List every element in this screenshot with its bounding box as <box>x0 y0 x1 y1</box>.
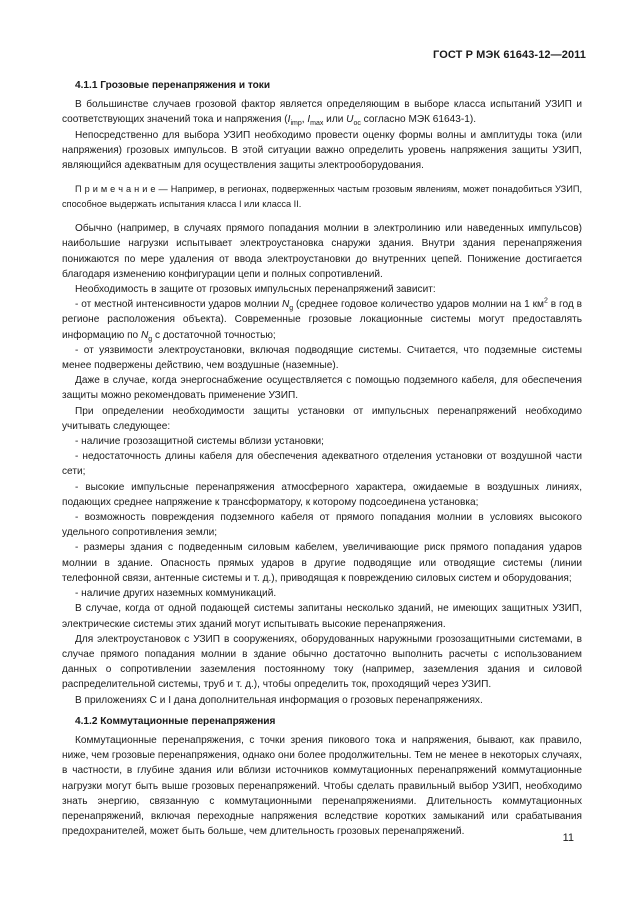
paragraph: Для электроустановок с УЗИП в сооружениях, оборудованных наружными грозозащитными системами, в случае прямого попадания молнии в здание обычно достаточно выполнить расчеты с использованием данных о сопротивлении заземления постоянному току (например, заземления здания и силовой распределительной системы, труб и т. д.), чтобы определить ток, проходящий через УЗИП. <box>62 633 582 691</box>
list-item: - возможность повреждения подземного кабеля от прямого попадания молнии в условиях высокого удельного сопротивления земли; <box>62 512 582 539</box>
list-item: - высокие импульсные перенапряжения атмосферного характера, ожидаемые в воздушных линиях, подающих среднее напряжение к трансформатору, к которому подсоединена установка; <box>62 481 582 508</box>
paragraph: Даже в случае, когда энергоснабжение осуществляется с помощью подземного кабеля, для обеспечения защиты можно рекомендовать применение УЗИП. <box>62 375 582 402</box>
paragraph: В случае, когда от одной подающей системы запитаны несколько зданий, не имеющих защитных УЗИП, электрические системы этих зданий могут испытывать высокие перенапряжения. <box>62 603 582 630</box>
note-label: П р и м е ч а н и е <box>75 184 156 195</box>
list-item: - от местной интенсивности ударов молнии $N_g$ (среднее годовое количество ударов молнии на 1 $км^2$ в год в регионе расположения объекта). Современные грозовые локационные системы могут предоставлять информацию по $N_g$ с достаточной точностью; <box>62 297 582 343</box>
standard-header: ГОСТ Р МЭК 61643-12—2011 <box>433 49 586 61</box>
list-item: - наличие других наземных коммуникаций. <box>75 588 277 600</box>
paragraph: В приложениях С и I дана дополнительная информация о грозовых перенапряжениях. <box>75 694 483 706</box>
paragraph: Необходимость в защите от грозовых импульсных перенапряжений зависит: <box>75 284 436 296</box>
section-4-1-1-heading: 4.1.1 Грозовые перенапряжения и токи <box>75 80 271 91</box>
paragraph: Обычно (например, в случаях прямого попадания молнии в электролинию или наведенных импульсов) наибольшие нагрузки испытывает электроустановка снаружи здания. Внутри здания перенапряжения понижаются по мере удаления от ввода электроустановки до внутренних цепей. Понижение достигается благодаря изменению конфигурации цепи и полных сопротивлений. <box>62 223 582 280</box>
paragraph: Коммутационные перенапряжения, с точки зрения пикового тока и напряжения, бывают, как правило, ниже, чем грозовые перенапряжения, однако они более продолжительны. Тем не менее в некоторых случаях, в частности, в глубине здания или вблизи источников коммутационных перенапряжений коммутационные нагрузки могут быть выше грозовых перенапряжений. Чтобы сделать правильный выбор УЗИП, необходимо знать энергию, связанную с коммутационными перенапряжениями. Длительность коммутационных перенапряжений, включая переходные напряжения вследствие коротких замыканий или срабатывания предохранителей, может быть больше, чем длительность грозовых перенапряжений. <box>62 734 582 838</box>
paragraph: При определении необходимости защиты установки от импульсных перенапряжений необходимо учитывать следующее: <box>62 405 582 432</box>
paragraph: В большинстве случаев грозовой фактор является определяющим в выборе класса испытаний УЗИП и соответствующих значений тока и напряжения ($I_{imp}$, $I_{max}$ или $U_{oc}$ согласно МЭК 61643-1). <box>62 99 582 128</box>
page-number: 11 <box>562 832 574 844</box>
list-item: - наличие грозозащитной системы вблизи установки; <box>75 436 324 448</box>
paragraph: Непосредственно для выбора УЗИП необходимо провести оценку формы волны и амплитуды тока (или напряжения) грозовых импульсов. В этой ситуации важно определить уровень напряжения защиты УЗИП, являющийся адекватным для осуществления защиты электрооборудования. <box>62 129 582 172</box>
list-item: - от уязвимости электроустановки, включая подводящие системы. Считается, что подземные системы менее подвержены действию, чем воздушные (наземные). <box>62 344 582 372</box>
note: П р и м е ч а н и е — Например, в регионах, подверженных частым грозовым явлениям, может понадобиться УЗИП, способное выдержать испытания класса I или класса II. <box>62 184 582 209</box>
page-content <box>62 78 582 839</box>
section-4-1-2-heading: 4.1.2 Коммутационные перенапряжения <box>75 715 276 727</box>
list-item: - недостаточность длины кабеля для обеспечения адекватного отделения установки от воздушной части сети; <box>62 451 582 478</box>
list-item: - размеры здания с подведенным силовым кабелем, увеличивающие риск прямого попадания ударов молнии в здание. Опасность прямых ударов в другие подводящие или отводящие системы (линии телефонной связи, антенные системы и т. д.), приводящая к повреждению силовых систем и оборудования; <box>62 542 582 584</box>
